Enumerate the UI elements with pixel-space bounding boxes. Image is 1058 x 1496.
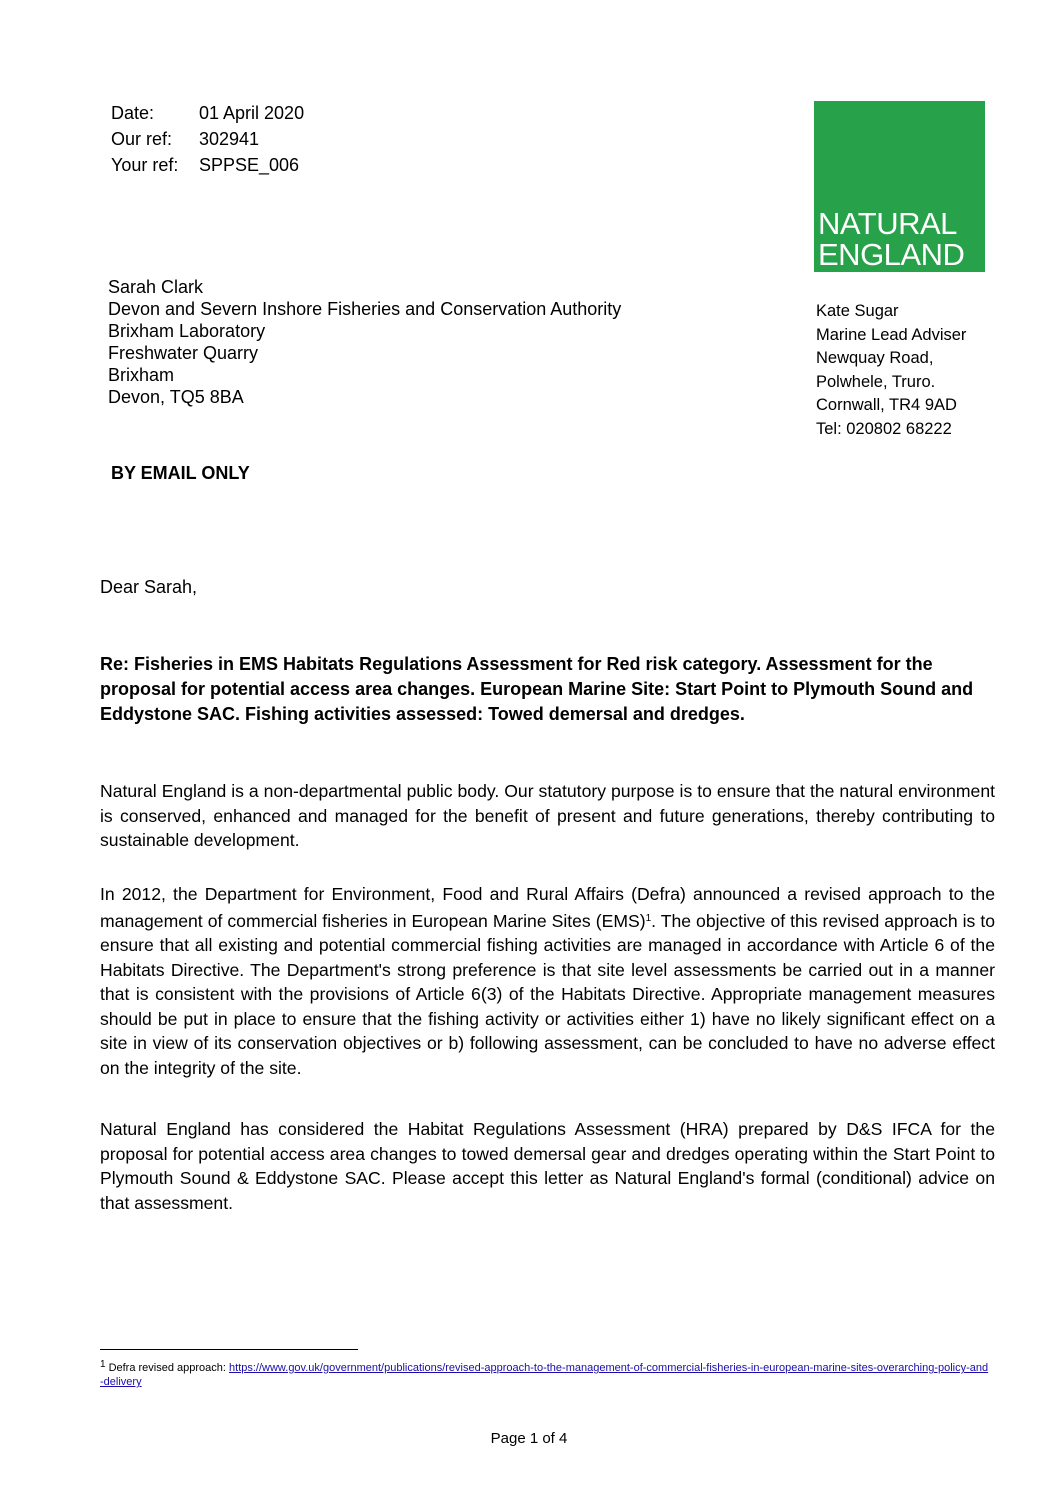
logo-wordmark (818, 208, 964, 270)
recipient-name: Sarah Clark (108, 277, 204, 297)
our-ref-value: 302941 (199, 129, 260, 149)
sender-address-line: Newquay Road, (816, 349, 934, 368)
footnote-divider (100, 1349, 358, 1350)
subject-line: Re: Fisheries in EMS Habitats Regulations Assessment for Red risk category. Assessment for the proposal for potential access area changes. European Marine Site: Start Point to Plymouth Sound and Eddystone SAC. Fishing activities assessed: Towed demersal and dredges. (100, 654, 974, 724)
paragraph-2-text-end: . The objective of this revised approach is to ensure that all existing and potential commercial fishing activities are managed in accordance with Article 6 of the Habitats Directive. The Department's strong preference is that site level assessments be carried out in a manner that is consistent with the provisions of Article 6(3) of the Habitats Directive. Appropriate management measures should be put in place to ensure that the fishing activity or activities either 1) have no likely significant effect on a site in view of its conservation objectives or b) following assessment, can be concluded to have no adverse effect on the integrity of the site. (100, 910, 995, 1078)
sender-role: Marine Lead Adviser (816, 325, 967, 344)
our-ref-row (111, 126, 304, 152)
your-ref-label: Your ref: (111, 155, 179, 175)
your-ref-row (111, 152, 304, 178)
sender-details (816, 300, 966, 442)
footnote-link[interactable]: https://www.gov.uk/government/publications/revised-approach-to-the-management-of-commercial-fisheries-in-european-marine-sites-overarching-policy-and-delivery (100, 1362, 989, 1388)
your-ref-value: SPPSE_006 (199, 155, 300, 175)
logo-line-2: ENGLAND (818, 237, 965, 272)
recipient-address-line: Devon, TQ5 8BA (108, 387, 244, 407)
by-email-notice: BY EMAIL ONLY (111, 463, 250, 483)
recipient-address-line: Brixham (108, 365, 175, 385)
sender-phone: Tel: 020802 68222 (816, 419, 952, 438)
letter-metadata (111, 100, 304, 178)
footnote (100, 1358, 990, 1389)
recipient-address-line: Freshwater Quarry (108, 343, 259, 363)
date-label: Date: (111, 103, 155, 123)
recipient-organisation: Devon and Severn Inshore Fisheries and Conservation Authority (108, 299, 622, 319)
salutation: Dear Sarah, (100, 577, 198, 597)
page-number: Page 1 of 4 (490, 1430, 568, 1447)
footnote-text: Defra revised approach: (108, 1362, 230, 1374)
sender-name: Kate Sugar (816, 302, 899, 320)
sender-address-line: Cornwall, TR4 9AD (816, 396, 957, 415)
recipient-address (108, 276, 621, 408)
sender-address-line: Polwhele, Truro. (816, 372, 936, 391)
footnote-reference[interactable]: 1 (645, 912, 652, 924)
natural-england-logo (814, 101, 985, 272)
body-paragraph-3: Natural England has considered the Habitat Regulations Assessment (HRA) prepared by D&S IFCA for the proposal for potential access area changes to towed demersal gear and dredges operating within the Start Point to Plymouth Sound & Eddystone SAC. Please accept this letter as Natural England's formal (conditional) advice on that assessment. (100, 1119, 995, 1213)
date-value: 01 April 2020 (199, 103, 305, 123)
logo-line-1: NATURAL (818, 206, 957, 241)
body-paragraph-2 (100, 882, 995, 1080)
our-ref-label: Our ref: (111, 129, 173, 149)
date-row (111, 100, 304, 126)
paragraph-2-text-start: In 2012, the Department for Environment, Food and Rural Affairs (Defra) announced a revised approach to the management of commercial fisheries in European Marine Sites (EMS) (100, 884, 995, 931)
footnote-number: 1 (100, 1359, 106, 1370)
body-paragraph-1: Natural England is a non-departmental public body. Our statutory purpose is to ensure that the natural environment is conserved, enhanced and managed for the benefit of present and future generations, thereby contributing to sustainable development. (100, 781, 995, 850)
recipient-address-line: Brixham Laboratory (108, 321, 266, 341)
